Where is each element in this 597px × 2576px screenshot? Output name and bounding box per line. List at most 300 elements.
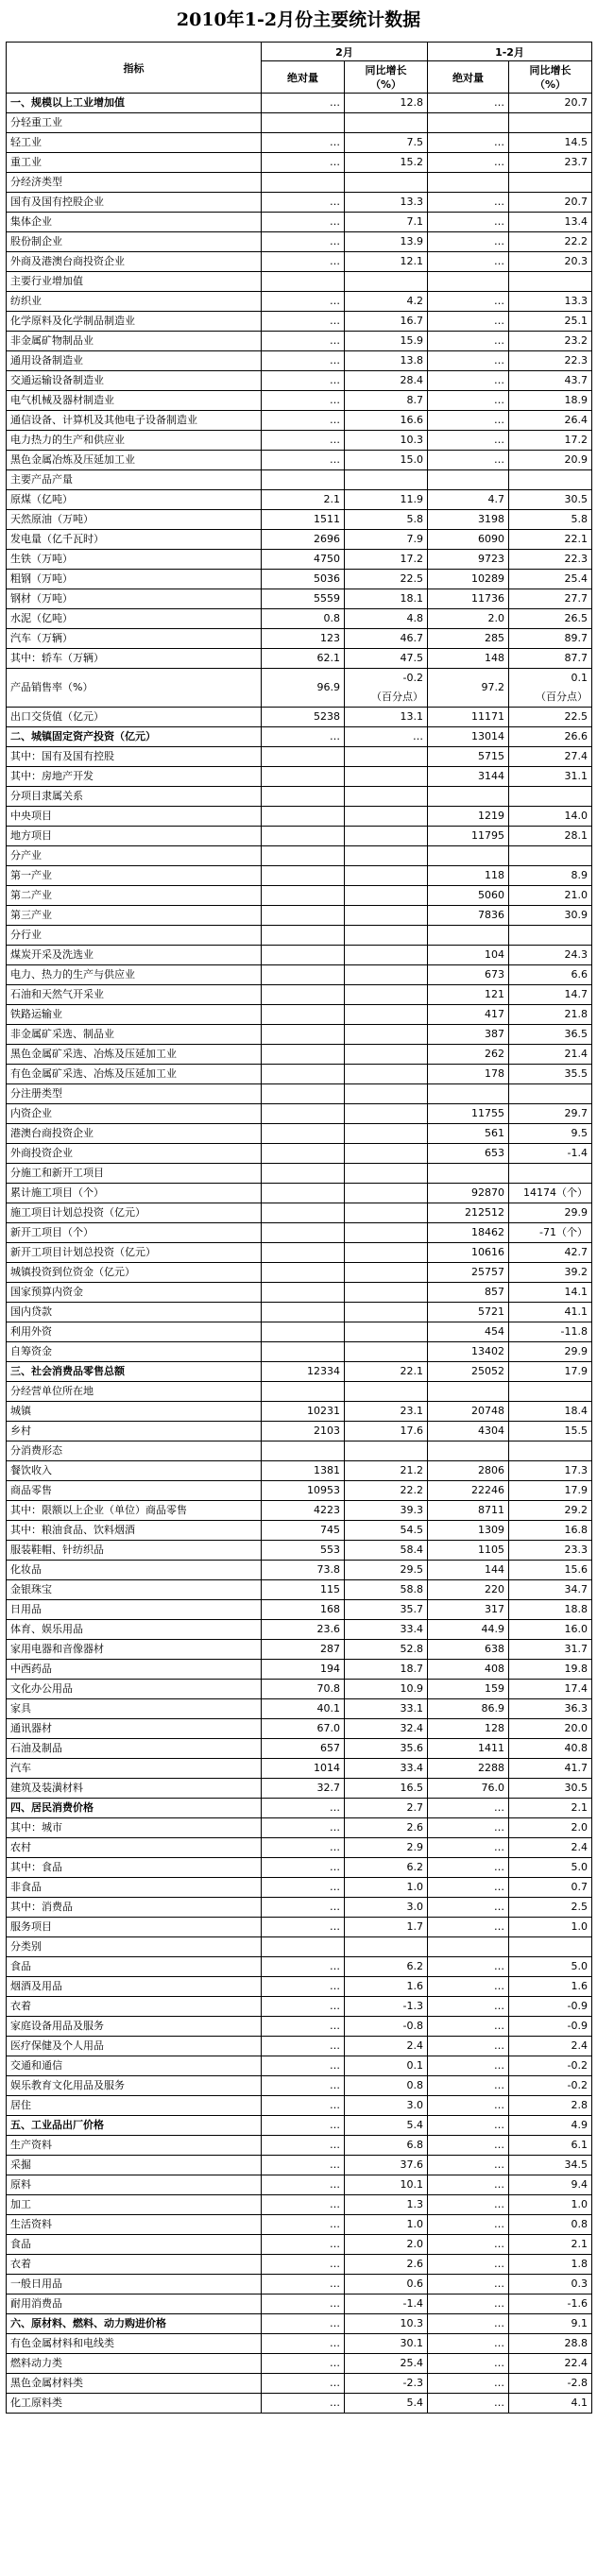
abs-value-feb: 10953 — [262, 1481, 345, 1501]
row-label: 食品 — [7, 1957, 262, 1977]
growth-value-feb — [345, 787, 428, 807]
growth-value-janfeb: 25.4 — [509, 570, 592, 589]
growth-value-janfeb: 87.7 — [509, 649, 592, 669]
abs-value-feb: … — [262, 2175, 345, 2195]
abs-value-janfeb: 25052 — [428, 1362, 509, 1382]
growth-value-feb — [345, 272, 428, 292]
abs-value-janfeb: 408 — [428, 1660, 509, 1680]
growth-value-janfeb: 16.0 — [509, 1620, 592, 1640]
row-label: 黑色金属矿采选、冶炼及压延加工业 — [7, 1045, 262, 1065]
growth-value-feb: 17.6 — [345, 1422, 428, 1442]
growth-value-janfeb: 2.4 — [509, 1838, 592, 1858]
abs-value-feb — [262, 113, 345, 133]
abs-value-feb: 2103 — [262, 1422, 345, 1442]
table-row — [7, 431, 592, 451]
table-row — [7, 1005, 592, 1025]
abs-value-janfeb: 97.2 — [428, 669, 509, 708]
abs-value-feb: … — [262, 2037, 345, 2056]
growth-value-janfeb: 17.3 — [509, 1461, 592, 1481]
growth-value-janfeb: 30.5 — [509, 1779, 592, 1799]
growth-value-feb: 33.4 — [345, 1759, 428, 1779]
table-row — [7, 1223, 592, 1243]
growth-value-feb: 35.7 — [345, 1600, 428, 1620]
growth-value-janfeb: 5.0 — [509, 1957, 592, 1977]
row-label: 汽车 — [7, 1759, 262, 1779]
table-row — [7, 2334, 592, 2354]
growth-value-janfeb: 2.5 — [509, 1898, 592, 1918]
row-label: 重工业 — [7, 153, 262, 173]
abs-value-janfeb: 1411 — [428, 1739, 509, 1759]
row-label: 餐饮收入 — [7, 1461, 262, 1481]
growth-value-feb: 25.4 — [345, 2354, 428, 2374]
growth-value-feb — [345, 1303, 428, 1322]
table-header — [7, 43, 592, 94]
abs-value-feb: … — [262, 2156, 345, 2175]
abs-value-feb: … — [262, 2136, 345, 2156]
row-label: 三、社会消费品零售总额 — [7, 1362, 262, 1382]
row-label: 烟酒及用品 — [7, 1977, 262, 1997]
growth-value-janfeb: 29.9 — [509, 1203, 592, 1223]
abs-value-janfeb: … — [428, 1918, 509, 1937]
table-row — [7, 2056, 592, 2076]
growth-value-feb: 0.1 — [345, 2056, 428, 2076]
growth-value-feb: 2.9 — [345, 1838, 428, 1858]
abs-value-janfeb: … — [428, 1818, 509, 1838]
abs-value-feb — [262, 173, 345, 193]
growth-value-feb: 22.1 — [345, 1362, 428, 1382]
row-label: 家用电器和音像器材 — [7, 1640, 262, 1660]
table-row — [7, 926, 592, 946]
abs-value-janfeb: 857 — [428, 1283, 509, 1303]
table-row — [7, 451, 592, 470]
abs-value-feb — [262, 906, 345, 926]
row-label: 城镇 — [7, 1402, 262, 1422]
table-row — [7, 2235, 592, 2255]
growth-value-feb: 2.6 — [345, 1818, 428, 1838]
growth-header-feb — [345, 61, 428, 94]
growth-value-feb — [345, 886, 428, 906]
abs-value-janfeb: 76.0 — [428, 1779, 509, 1799]
growth-value-feb — [345, 1223, 428, 1243]
section-row — [7, 727, 592, 747]
abs-value-feb — [262, 787, 345, 807]
row-label: 国内贷款 — [7, 1303, 262, 1322]
abs-value-janfeb: 454 — [428, 1322, 509, 1342]
row-label: 轻工业 — [7, 133, 262, 153]
growth-value-feb: 12.1 — [345, 252, 428, 272]
growth-value-janfeb: 2.1 — [509, 2235, 592, 2255]
growth-value-janfeb: 17.9 — [509, 1481, 592, 1501]
abs-value-janfeb: 121 — [428, 985, 509, 1005]
growth-value-feb — [345, 1184, 428, 1203]
table-row — [7, 1461, 592, 1481]
abs-value-janfeb: 11755 — [428, 1104, 509, 1124]
row-label: 新开工项目计划总投资（亿元） — [7, 1243, 262, 1263]
abs-value-janfeb — [428, 787, 509, 807]
growth-value-feb — [345, 846, 428, 866]
row-label: 衣着 — [7, 2255, 262, 2275]
table-row — [7, 1342, 592, 1362]
abs-value-feb: … — [262, 2255, 345, 2275]
abs-value-janfeb: … — [428, 1957, 509, 1977]
abs-value-feb: … — [262, 1898, 345, 1918]
table-row — [7, 1263, 592, 1283]
abs-value-janfeb: 11171 — [428, 708, 509, 727]
abs-value-feb: 745 — [262, 1521, 345, 1541]
table-row — [7, 2195, 592, 2215]
growth-header-janfeb — [509, 61, 592, 94]
growth-value-feb: 30.1 — [345, 2334, 428, 2354]
row-label: 生产资料 — [7, 2136, 262, 2156]
abs-value-janfeb: … — [428, 2156, 509, 2175]
row-label: 其中：限额以上企业（单位）商品零售 — [7, 1501, 262, 1521]
table-row — [7, 213, 592, 232]
growth-value-janfeb: 22.4 — [509, 2354, 592, 2374]
abs-value-feb — [262, 1303, 345, 1322]
growth-value-janfeb: 20.0 — [509, 1719, 592, 1739]
abs-value-janfeb: … — [428, 1838, 509, 1858]
growth-value-janfeb: 14.5 — [509, 133, 592, 153]
growth-value-feb: 5.4 — [345, 2394, 428, 2414]
abs-value-janfeb: … — [428, 332, 509, 351]
row-label: 其中：粮油食品、饮料烟酒 — [7, 1521, 262, 1541]
abs-value-feb: 0.8 — [262, 609, 345, 629]
section-row — [7, 2314, 592, 2334]
table-row — [7, 1402, 592, 1422]
growth-header-label: 同比增长 — [529, 63, 571, 77]
growth-value-feb: 17.2 — [345, 550, 428, 570]
abs-value-janfeb — [428, 926, 509, 946]
growth-value-janfeb: 4.1 — [509, 2394, 592, 2414]
table-row — [7, 807, 592, 827]
growth-value-feb: 8.7 — [345, 391, 428, 411]
growth-value-janfeb: 17.9 — [509, 1362, 592, 1382]
growth-value-janfeb — [509, 113, 592, 133]
abs-value-feb: 23.6 — [262, 1620, 345, 1640]
row-label: 有色金属材料和电线类 — [7, 2334, 262, 2354]
table-row — [7, 1124, 592, 1144]
table-row — [7, 906, 592, 926]
growth-value-janfeb: -0.2 — [509, 2076, 592, 2096]
growth-value-feb: 37.6 — [345, 2156, 428, 2175]
row-label: 其中：房地产开发 — [7, 767, 262, 787]
growth-value-feb: 3.0 — [345, 1898, 428, 1918]
abs-value-feb — [262, 926, 345, 946]
growth-value-janfeb: 21.0 — [509, 886, 592, 906]
growth-value-janfeb: 13.3 — [509, 292, 592, 312]
row-label: 水泥（亿吨） — [7, 609, 262, 629]
growth-value-feb: 7.9 — [345, 530, 428, 550]
growth-value-janfeb: 14.1 — [509, 1283, 592, 1303]
growth-value-janfeb: 29.2 — [509, 1501, 592, 1521]
growth-value-feb — [345, 1065, 428, 1084]
abs-value-janfeb: 20748 — [428, 1402, 509, 1422]
abs-value-feb — [262, 886, 345, 906]
row-label: 其中：城市 — [7, 1818, 262, 1838]
growth-value-janfeb: 9.4 — [509, 2175, 592, 2195]
row-label: 燃料动力类 — [7, 2354, 262, 2374]
row-label: 生铁（万吨） — [7, 550, 262, 570]
abs-value-janfeb: … — [428, 2076, 509, 2096]
abs-value-feb: … — [262, 2076, 345, 2096]
growth-value-janfeb — [509, 1084, 592, 1104]
abs-value-janfeb: 653 — [428, 1144, 509, 1164]
abs-value-janfeb: … — [428, 2295, 509, 2314]
abs-value-janfeb: 13014 — [428, 727, 509, 747]
table-row — [7, 1084, 592, 1104]
table-row — [7, 1838, 592, 1858]
table-row — [7, 510, 592, 530]
abs-value-feb: … — [262, 1977, 345, 1997]
row-label: 化学原料及化学制品制造业 — [7, 312, 262, 332]
table-row — [7, 1600, 592, 1620]
table-row — [7, 391, 592, 411]
row-label: 四、居民消费价格 — [7, 1799, 262, 1818]
abs-value-janfeb: … — [428, 252, 509, 272]
table-row — [7, 2136, 592, 2156]
growth-value-feb: 7.1 — [345, 213, 428, 232]
abs-value-feb: 1014 — [262, 1759, 345, 1779]
growth-value-janfeb — [509, 1442, 592, 1461]
abs-value-janfeb: … — [428, 2255, 509, 2275]
row-label: 通讯器材 — [7, 1719, 262, 1739]
growth-value-feb — [345, 866, 428, 886]
abs-value-feb — [262, 1203, 345, 1223]
table-row — [7, 1878, 592, 1898]
growth-value-janfeb: 18.9 — [509, 391, 592, 411]
indicator-header: 指标 — [7, 43, 262, 94]
table-row — [7, 2076, 592, 2096]
abs-value-janfeb: 86.9 — [428, 1699, 509, 1719]
growth-value-feb: 12.8 — [345, 94, 428, 113]
growth-value-janfeb: 17.2 — [509, 431, 592, 451]
growth-value-feb — [345, 173, 428, 193]
abs-value-janfeb: 22246 — [428, 1481, 509, 1501]
abs-value-feb — [262, 1322, 345, 1342]
growth-value-janfeb: 17.4 — [509, 1680, 592, 1699]
growth-value-feb: 13.3 — [345, 193, 428, 213]
abs-value-feb — [262, 767, 345, 787]
abs-value-feb: … — [262, 133, 345, 153]
growth-value-janfeb: 19.8 — [509, 1660, 592, 1680]
row-label: 分施工和新开工项目 — [7, 1164, 262, 1184]
growth-value-feb — [345, 946, 428, 965]
table-row — [7, 1898, 592, 1918]
abs-value-feb: … — [262, 1858, 345, 1878]
abs-value-feb — [262, 272, 345, 292]
table-row — [7, 1045, 592, 1065]
row-label: 汽车（万辆） — [7, 629, 262, 649]
abs-value-janfeb: 9723 — [428, 550, 509, 570]
growth-value-janfeb: 6.6 — [509, 965, 592, 985]
growth-value-janfeb: 34.5 — [509, 2156, 592, 2175]
abs-value-janfeb: 144 — [428, 1561, 509, 1580]
abs-value-feb — [262, 866, 345, 886]
abs-value-janfeb — [428, 1442, 509, 1461]
abs-value-feb: 115 — [262, 1580, 345, 1600]
table-row — [7, 1719, 592, 1739]
growth-value-janfeb: 36.5 — [509, 1025, 592, 1045]
abs-value-feb — [262, 807, 345, 827]
table-row — [7, 173, 592, 193]
abs-value-janfeb: … — [428, 2394, 509, 2414]
section-row — [7, 2116, 592, 2136]
table-row — [7, 1818, 592, 1838]
abs-value-feb: … — [262, 1818, 345, 1838]
abs-value-feb — [262, 470, 345, 490]
growth-value-feb: 2.0 — [345, 2235, 428, 2255]
abs-value-feb: … — [262, 2215, 345, 2235]
abs-value-feb: 40.1 — [262, 1699, 345, 1719]
abs-value-janfeb: … — [428, 1799, 509, 1818]
table-row — [7, 886, 592, 906]
row-label: 其中：轿车（万辆） — [7, 649, 262, 669]
abs-value-janfeb: 159 — [428, 1680, 509, 1699]
growth-value-feb: 22.5 — [345, 570, 428, 589]
growth-value-janfeb — [509, 669, 592, 708]
abs-value-feb: … — [262, 391, 345, 411]
section-row — [7, 1799, 592, 1818]
growth-value-janfeb: 15.6 — [509, 1561, 592, 1580]
table-row — [7, 1699, 592, 1719]
abs-value-feb: 2696 — [262, 530, 345, 550]
table-row — [7, 232, 592, 252]
table-row — [7, 2096, 592, 2116]
table-row — [7, 1025, 592, 1045]
growth-value-feb: 10.9 — [345, 1680, 428, 1699]
table-row — [7, 1918, 592, 1937]
row-label: 电力、热力的生产与供应业 — [7, 965, 262, 985]
growth-value-feb: 15.9 — [345, 332, 428, 351]
table-body — [7, 94, 592, 2414]
row-label: 生活资料 — [7, 2215, 262, 2235]
table-row — [7, 570, 592, 589]
table-row — [7, 609, 592, 629]
table-row — [7, 1521, 592, 1541]
abs-value-feb: 123 — [262, 629, 345, 649]
row-label: 天然原油（万吨） — [7, 510, 262, 530]
growth-value-feb: 11.9 — [345, 490, 428, 510]
row-label: 中西药品 — [7, 1660, 262, 1680]
abs-value-feb: … — [262, 2314, 345, 2334]
row-label: 港澳台商投资企业 — [7, 1124, 262, 1144]
row-label: 中央项目 — [7, 807, 262, 827]
abs-value-feb: … — [262, 2334, 345, 2354]
growth-value-feb — [345, 1263, 428, 1283]
abs-value-janfeb: … — [428, 371, 509, 391]
table-row — [7, 1561, 592, 1580]
table-row — [7, 1580, 592, 1600]
row-label: 化妆品 — [7, 1561, 262, 1580]
row-label: 采掘 — [7, 2156, 262, 2175]
growth-value-janfeb: 26.4 — [509, 411, 592, 431]
period-header-janfeb: 1-2月 — [428, 43, 592, 61]
abs-value-janfeb: … — [428, 2136, 509, 2156]
abs-value-janfeb: 387 — [428, 1025, 509, 1045]
row-label: 交通运输设备制造业 — [7, 371, 262, 391]
abs-value-janfeb: 118 — [428, 866, 509, 886]
row-label: 分经济类型 — [7, 173, 262, 193]
growth-value-janfeb: 36.3 — [509, 1699, 592, 1719]
growth-value-janfeb: 13.4 — [509, 213, 592, 232]
abs-value-janfeb: 2806 — [428, 1461, 509, 1481]
abs-value-feb — [262, 985, 345, 1005]
growth-value-feb — [345, 1382, 428, 1402]
growth-value-janfeb: 24.3 — [509, 946, 592, 965]
growth-value-feb: 7.5 — [345, 133, 428, 153]
abs-value-janfeb — [428, 113, 509, 133]
abs-value-feb: 1381 — [262, 1461, 345, 1481]
row-label: 累计施工项目（个） — [7, 1184, 262, 1203]
growth-value-janfeb: 28.1 — [509, 827, 592, 846]
abs-value-janfeb: … — [428, 2215, 509, 2235]
growth-value-janfeb: 18.8 — [509, 1600, 592, 1620]
row-label: 石油及制品 — [7, 1739, 262, 1759]
growth-value-janfeb: -0.9 — [509, 1997, 592, 2017]
growth-value-janfeb: 22.2 — [509, 232, 592, 252]
abs-value-feb: 2.1 — [262, 490, 345, 510]
row-label: 非金属矿采选、制品业 — [7, 1025, 262, 1045]
growth-value-feb: 54.5 — [345, 1521, 428, 1541]
abs-value-feb — [262, 946, 345, 965]
table-row — [7, 649, 592, 669]
growth-value-janfeb: 23.3 — [509, 1541, 592, 1561]
abs-value-feb: 32.7 — [262, 1779, 345, 1799]
row-label: 一般日用品 — [7, 2275, 262, 2295]
growth-value-janfeb: 20.9 — [509, 451, 592, 470]
growth-value-feb: 52.8 — [345, 1640, 428, 1660]
growth-value-janfeb: 28.8 — [509, 2334, 592, 2354]
row-label: 通信设备、计算机及其他电子设备制造业 — [7, 411, 262, 431]
row-label: 文化办公用品 — [7, 1680, 262, 1699]
abs-value-feb: … — [262, 2096, 345, 2116]
growth-value-janfeb — [509, 787, 592, 807]
abs-value-feb — [262, 1342, 345, 1362]
growth-value-janfeb: 22.3 — [509, 550, 592, 570]
abs-value-janfeb: … — [428, 2334, 509, 2354]
row-label: 其中：消费品 — [7, 1898, 262, 1918]
table-row — [7, 1422, 592, 1442]
growth-value-feb: 6.2 — [345, 1957, 428, 1977]
abs-value-feb: … — [262, 252, 345, 272]
abs-value-janfeb — [428, 173, 509, 193]
row-label: 外商及港澳台商投资企业 — [7, 252, 262, 272]
abs-value-feb: … — [262, 153, 345, 173]
growth-value-janfeb: 2.4 — [509, 2037, 592, 2056]
abs-value-feb: 5036 — [262, 570, 345, 589]
abs-value-janfeb — [428, 470, 509, 490]
abs-value-feb — [262, 827, 345, 846]
row-label: 地方项目 — [7, 827, 262, 846]
table-row — [7, 411, 592, 431]
row-label: 有色金属矿采选、冶炼及压延加工业 — [7, 1065, 262, 1084]
abs-value-feb — [262, 1164, 345, 1184]
table-row — [7, 1997, 592, 2017]
growth-value-feb: 5.4 — [345, 2116, 428, 2136]
table-row — [7, 1322, 592, 1342]
row-label: 家庭设备用品及服务 — [7, 2017, 262, 2037]
table-row — [7, 312, 592, 332]
abs-value-feb: … — [262, 1997, 345, 2017]
abs-value-feb: … — [262, 411, 345, 431]
abs-value-janfeb: 2.0 — [428, 609, 509, 629]
table-row — [7, 1680, 592, 1699]
growth-value-janfeb: -71（个） — [509, 1223, 592, 1243]
abs-value-feb: … — [262, 1957, 345, 1977]
abs-value-feb: 70.8 — [262, 1680, 345, 1699]
row-label: 娱乐教育文化用品及服务 — [7, 2076, 262, 2096]
abs-value-feb: … — [262, 2374, 345, 2394]
